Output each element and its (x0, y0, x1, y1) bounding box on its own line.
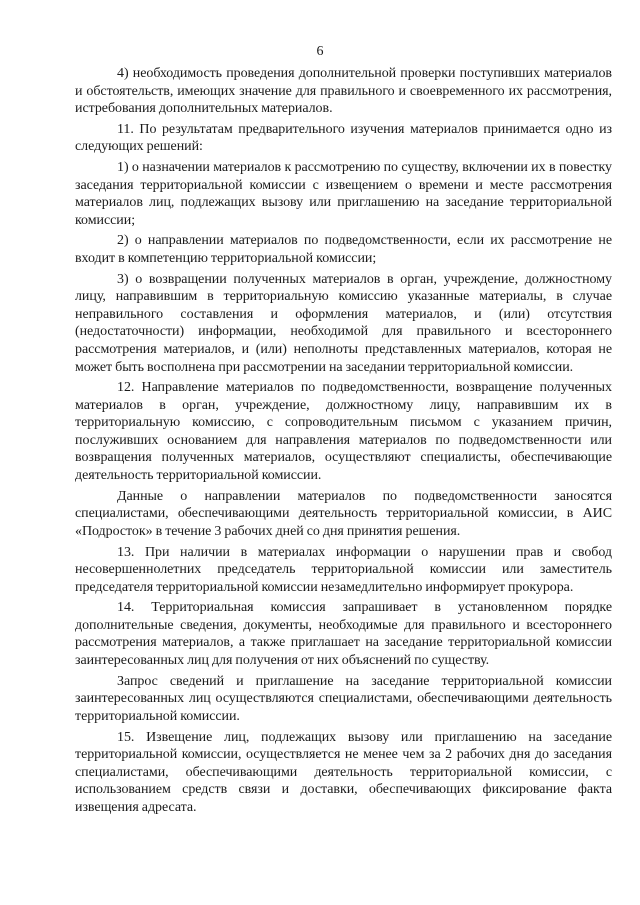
paragraph-item-1: 1) о назначении материалов к рассмотрению по существу, включении их в повестку заседания территориальной комиссии с извещением о времени и месте рассмотрения материалов лиц, подлежащих вызову или приглашению на заседание территориальной комиссии; (75, 160, 612, 228)
paragraph-clause-13: 13. При наличии в материалах информации о нарушении прав и свобод несовершеннолетних председатель территориальной комиссии или заместитель председателя территориальной комиссии незамедлительно информирует прокурора. (75, 544, 612, 595)
paragraph-ais-data: Данные о направлении материалов по подведомственности заносятся специалистами, обеспечивающими деятельность территориальной комиссии, в АИС «Подросток» в течение 3 рабочих дней со дня принятия решения. (75, 488, 612, 539)
paragraph-item-4: 4) необходимость проведения дополнительной проверки поступивших материалов и обстоятельств, имеющих значение для правильного и своевременного их рассмотрения, истребования дополнительных материалов. (75, 66, 612, 117)
paragraph-clause-15: 15. Извещение лиц, подлежащих вызову или приглашению на заседание территориальной комиссии, осуществляется не менее чем за 2 рабочих дня до заседания специалистами, обеспечивающими деятельность территориальной комиссии, с использованием средств связи и доставки, обеспечивающих фиксирование факта извещения адресата. (75, 729, 612, 815)
paragraph-clause-14: 14. Территориальная комиссия запрашивает в установленном порядке дополнительные сведения, документы, необходимые для правильного и всестороннего рассмотрения материалов, а также приглашает на заседание территориальной комиссии заинтересованных лиц для получения от них объяснений по существу. (75, 600, 612, 668)
paragraph-request-info: Запрос сведений и приглашение на заседание территориальной комиссии заинтересованных лиц осуществляются специалистами, обеспечивающими деятельность территориальной комиссии. (75, 673, 612, 724)
page-number: 6 (316, 44, 324, 59)
paragraph-clause-11: 11. По результатам предварительного изучения материалов принимается одно из следующих решений: (75, 121, 612, 155)
paragraph-clause-12: 12. Направление материалов по подведомственности, возвращение полученных материалов в орган, учреждение, должностному лицу, направившим их в территориальную комиссию, с сопроводительным письмом с указанием причин, послуживших основанием для направления материалов по подведомственности или возвращения полученных материалов, осуществляют специалисты, обеспечивающие деятельность территориальной комиссии. (75, 380, 612, 483)
paragraph-item-2: 2) о направлении материалов по подведомственности, если их рассмотрение не входит в компетенцию территориальной комиссии; (75, 233, 612, 267)
document-body (75, 65, 612, 819)
paragraph-item-3: 3) о возвращении полученных материалов в орган, учреждение, должностному лицу, направившим в территориальную комиссию указанные материалы, в случае неправильного составления и оформления материалов, и (или) отсутствия (недостаточности) информации, необходимой для правильного и всестороннего рассмотрения материалов, и (или) неполноты представленных материалов, которая не может быть восполнена при рассмотрении на заседании территориальной комиссии. (75, 271, 612, 375)
